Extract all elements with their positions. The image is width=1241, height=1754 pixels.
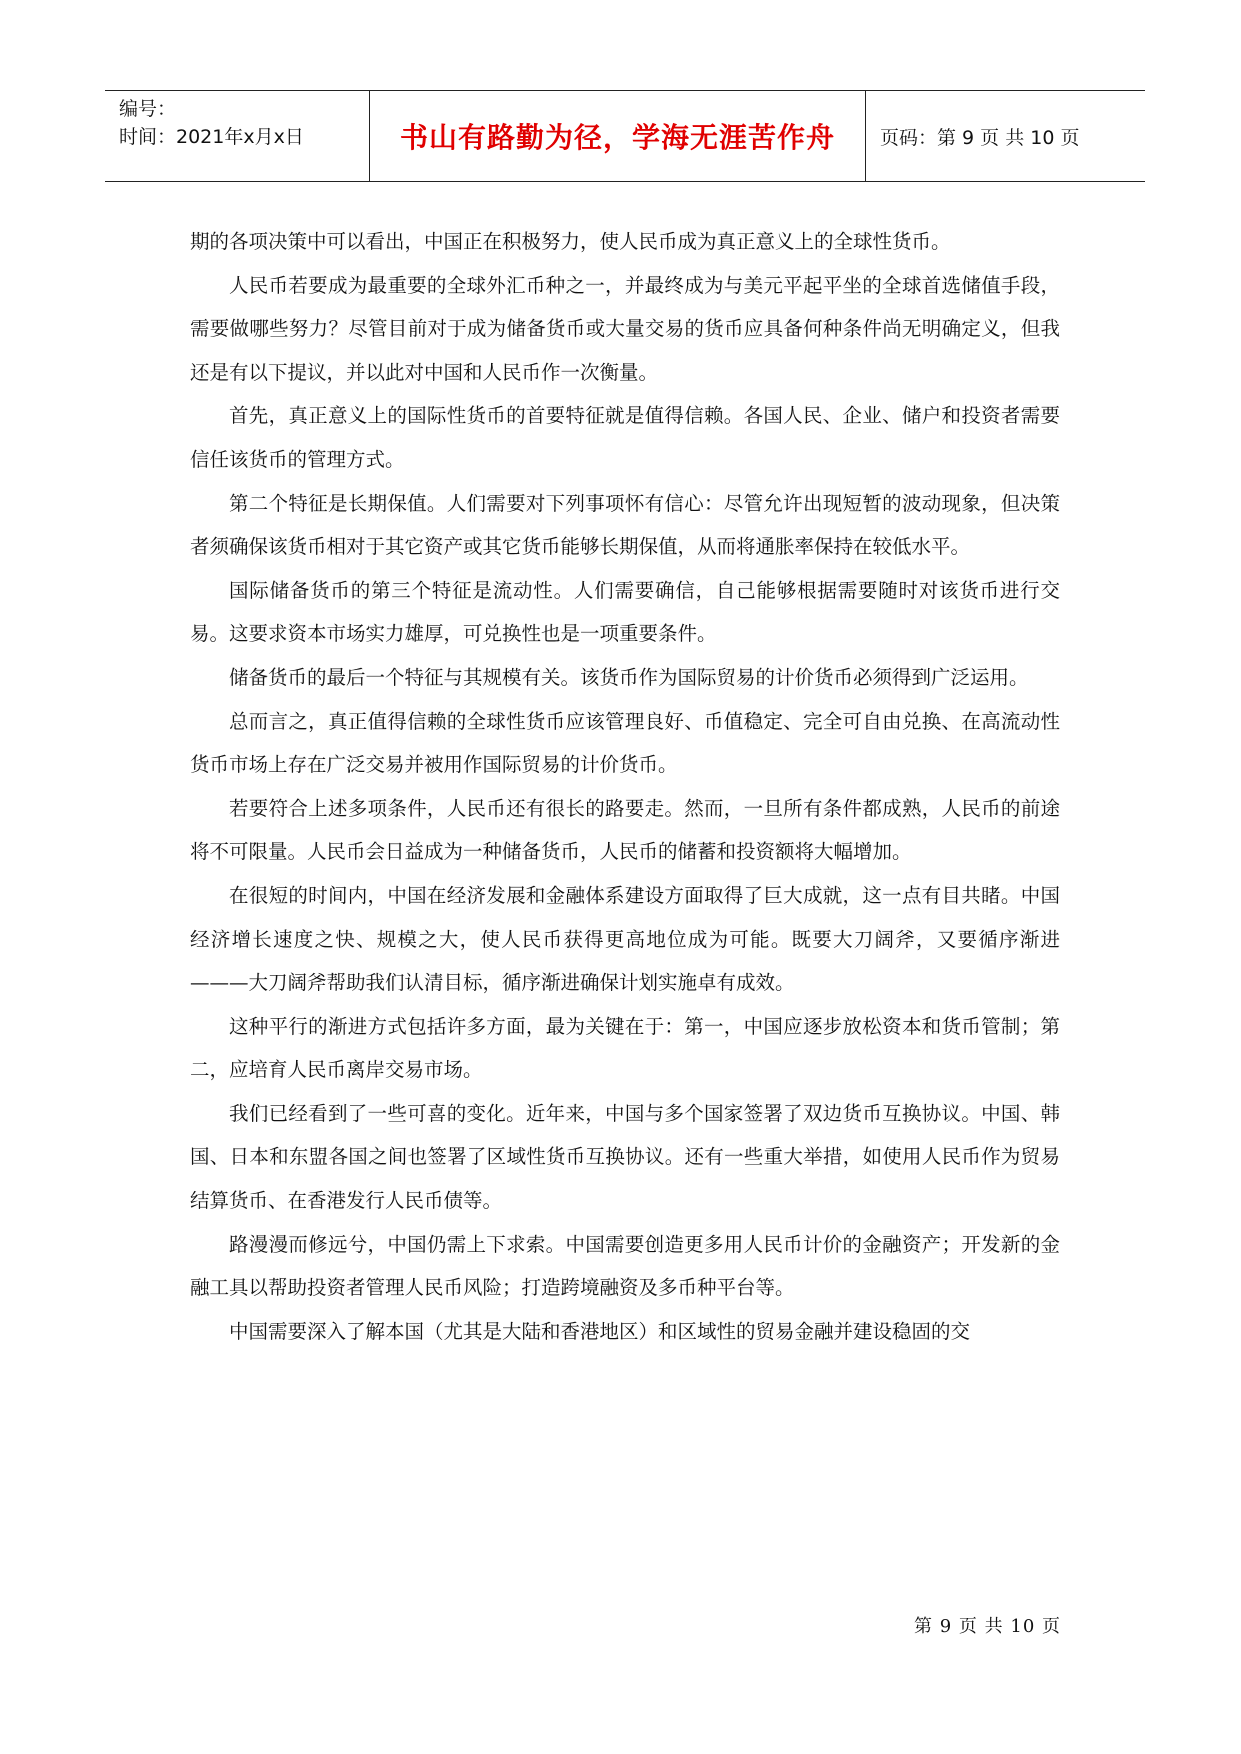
header-motto: 书山有路勤为径，学海无涯苦作舟 (370, 91, 866, 181)
header-meta-cell (105, 91, 370, 181)
document-header (105, 90, 1145, 182)
header-page-label: 页码：第 9 页 共 10 页 (880, 126, 1080, 149)
body-paragraph: 首先，真正意义上的国际性货币的首要特征就是值得信赖。各国人民、企业、储户和投资者需要信任该货币的管理方式。 (190, 404, 1060, 471)
body-paragraph: 总而言之，真正值得信赖的全球性货币应该管理良好、币值稳定、完全可自由兑换、在高流动性货币市场上存在广泛交易并被用作国际贸易的计价货币。 (190, 709, 1060, 777)
document-body (190, 220, 1060, 1353)
body-paragraph: 国际储备货币的第三个特征是流动性。人们需要确信，自己能够根据需要随时对该货币进行交易。这要求资本市场实力雄厚，可兑换性也是一项重要条件。 (190, 578, 1060, 646)
body-paragraph: 储备货币的最后一个特征与其规模有关。该货币作为国际贸易的计价货币必须得到广泛运用。 (229, 665, 1029, 689)
body-paragraph: 在很短的时间内，中国在经济发展和金融体系建设方面取得了巨大成就，这一点有目共睹。中国经济增长速度之快、规模之大，使人民币获得更高地位成为可能。既要大刀阔斧，又要循序渐进———大刀阔斧帮助我们认清目标，循序渐进确保计划实施卓有成效。 (190, 883, 1060, 995)
body-paragraph: 若要符合上述多项条件，人民币还有很长的路要走。然而，一旦所有条件都成熟，人民币的前途将不可限量。人民币会日益成为一种储备货币，人民币的储蓄和投资额将大幅增加。 (190, 796, 1060, 864)
body-paragraph: 第二个特征是长期保值。人们需要对下列事项怀有信心：尽管允许出现短暂的波动现象，但决策者须确保该货币相对于其它资产或其它货币能够长期保值，从而将通胀率保持在较低水平。 (190, 491, 1060, 559)
body-paragraph: 路漫漫而修远兮，中国仍需上下求索。中国需要创造更多用人民币计价的金融资产；开发新的金融工具以帮助投资者管理人民币风险；打造跨境融资及多币种平台等。 (190, 1232, 1060, 1300)
body-paragraph: 期的各项决策中可以看出，中国正在积极努力，使人民币成为真正意义上的全球性货币。 (190, 230, 951, 253)
body-paragraph: 中国需要深入了解本国（尤其是大陆和香港地区）和区域性的贸易金融并建设稳固的交 (229, 1319, 971, 1343)
document-time-label: 时间：2021年x月x日 (119, 126, 304, 148)
body-paragraph: 人民币若要成为最重要的全球外汇币种之一，并最终成为与美元平起平坐的全球首选储值手段，需要做哪些努力？尽管目前对于成为储备货币或大量交易的货币应具备何种条件尚无明确定义，但我还是有以下提议，并以此对中国和人民币作一次衡量。 (190, 273, 1060, 384)
body-paragraph: 我们已经看到了一些可喜的变化。近年来，中国与多个国家签署了双边货币互换协议。中国、韩国、日本和东盟各国之间也签署了区域性货币互换协议。还有一些重大举措，如使用人民币作为贸易结算货币、在香港发行人民币债等。 (190, 1101, 1060, 1213)
body-paragraph: 这种平行的渐进方式包括许多方面，最为关键在于：第一，中国应逐步放松资本和货币管制；第二，应培育人民币离岸交易市场。 (190, 1014, 1060, 1082)
document-number-label: 编号： (119, 98, 177, 120)
page-footer: 第 9 页 共 10 页 (914, 1616, 1061, 1637)
